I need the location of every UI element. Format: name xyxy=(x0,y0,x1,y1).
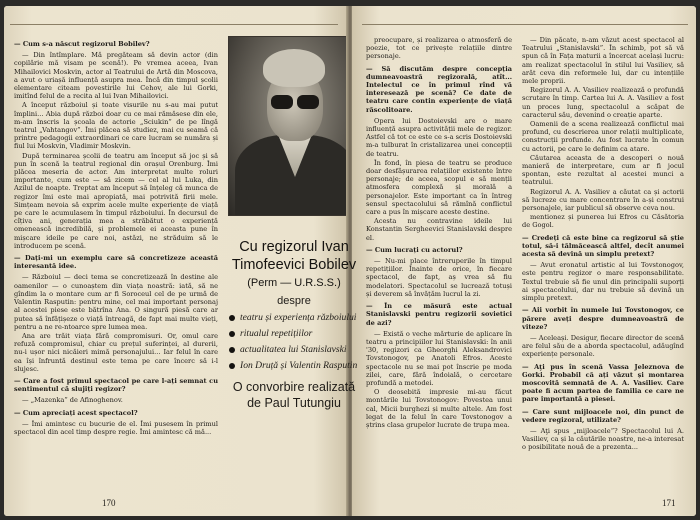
page-number-left: 170 xyxy=(102,498,116,508)
interview-paragraph: Căutarea aceasta de a descoperi o nouă manieră de interpretare, cum ar fi jocul spontan, este rezultat al acestei munci a teatrului. xyxy=(522,153,684,187)
interview-question: — Să discutăm despre concepția dumneavoastră regizorală, atît... Intelectul ce în primul rînd vă interesează pe scenă? Ce date de teatru care contin experiențe de viață răscolitoare. xyxy=(366,64,512,114)
interview-paragraph: mentionez și punerea lui Efros cu Căsătoria de Gogol. xyxy=(522,213,684,230)
page-number-right: 171 xyxy=(662,498,676,508)
interview-question: — Credeți că este bine ca regizorul să știe totul, să-i tălmăcească altfel, decît anumei acesta să devină un simplu pretext? xyxy=(522,233,684,259)
interview-paragraph: O deosebită impresie mi-au făcut montările lui Tovstonogov: Povestea unui cal, Micii burghezi și multe altele. Am fost legat de la felul în care Tovstonogov a ștrins clasa grupelor lucrate de trupa mea. xyxy=(366,388,512,429)
feature-topic: Ion Druță și Valentin Rasputin xyxy=(240,360,362,371)
feature-topic: actualitatea lui Stanislavski xyxy=(240,344,362,355)
interview-question: — Aţi pus în scenă Vassa Jeleznova de Gorki. Probabil că ați văzut și montarea moscovită semnată de A. A. Vasiliev. Care poate fi acum partea de familia ce care ne pare importantă a piesei. xyxy=(522,362,684,404)
interview-paragraph: — Din păcate, n-am văzut acest spectacol al Teatrului „Stanislavski”. În schimb, pot să vă spun că în Fața maturii a încercat același lucru: am realizat spectacolul în stilul lui Vasiliev, să arăt ceva din reformele lui, dar cu intențiile mele proprii. xyxy=(522,36,684,86)
interview-paragraph: În fond, în piesa de teatru se produce doar desfășurarea relațiilor existente între personaje; de aceea, scopul e să menții atmosfera complexă și morală a personajelor. Este important ca în întreg sensul spectacolului să rămînă conflictul care a pus în mișcare aceste destine. xyxy=(366,158,512,217)
interview-paragraph: preocupare, și realizarea o atmosferă de poezie, tot ce privește relațiile dintre personaje. xyxy=(366,36,512,61)
portrait-hair xyxy=(263,49,325,87)
interview-paragraph: — Nu-mi place întreruperile în timpul repetițiilor. Înainte de orice, în fiecare spectacol, de fapt, aș vrea să fiu modelatori. Spectacolul se lucrează totuși și deverem să învățăm lucrul la zi. xyxy=(366,257,512,298)
interview-paragraph: — Îmi amintesc cu bucurie de el. Îmi pusesem în primul spectacol din acel timp despre regie. Îmi amintesc că mă... xyxy=(14,419,218,436)
interview-paragraph: Ana are trăit viața fără compromisuri. Or, omul care refuză compromisul, chiar cu prețul suferinței, al durerii, nu-i ușor nici nicăieri mimă personajului... Iar felul în care ea își înfruntă destinul este tema pe care încerc să i-l slujesc. xyxy=(14,331,218,373)
interview-question: — În ce măsură este actual Stanislavski pentru regizorii sovietici de azi? xyxy=(366,302,512,327)
feature-origin: (Perm — U.R.S.S.) xyxy=(247,277,341,289)
portrait-photo xyxy=(228,36,348,216)
interview-paragraph: Opera lui Dostoievski are o mare influență asupra activității mele de regizor. Astfel că tot ce este ce s-a scris Dostoievski m-a tulburat în cristalizarea unei concepții de teatru. xyxy=(366,116,512,158)
feature-block xyxy=(226,238,362,411)
interview-paragraph: Regizorul A. A. Vasiliev a căutat ca și actorii să lucreze cu mare concentrare în a-și construi personajele, iar publicul să observe ceva nou. xyxy=(522,187,684,213)
interview-paragraph: Oamenii de a scena realizează conflictul mai profund, cu descrierea unor relații multiplicate, construcții profunde. Au fost lucrate în comun cu actorii, pe care le definim ca atare. xyxy=(522,120,684,153)
interview-paragraph: Acesta nu contravine ideile lui Konstantin Sergheevici Stanislavski despre el. xyxy=(366,217,512,242)
interview-question: — Care a fost primul spectacol pe care l-ați semnat cu sentimentul că slujiți regizor? xyxy=(14,376,218,394)
feature-topic: ritualul repetițiilor xyxy=(240,328,362,339)
portrait-glasses-left xyxy=(271,95,293,109)
right-page xyxy=(352,6,696,516)
interview-paragraph: Regizorul A. A. Vasiliev realizează o profundă scrutare în timp. Cartea lui A. A. Vasiliev a fost un proces lung, spectacolul a scăpat de caracterul său, devenind o creație aparte. xyxy=(522,86,684,119)
interview-paragraph: — Războiul — deci tema se concretizează în destine ale oamenilor — o cunoaștem din viața noastră: iată, să ne gîndim la o montare cum ar fi Soroceul cel de pe urmă de Valentin Rasputin: pentru mine, cel mai important personaj al acestei piese este bătrîna Ana. O singură piesă care ar putea să înfățișeze o viață întreagă, de fapt mai multe vieți, pentru a ne re-ntoarce spre lumea mea. xyxy=(14,273,218,331)
right-column-a xyxy=(366,36,512,476)
interview-paragraph: A început războiul și toate visurile nu s-au mai putut împlini... Abia după război doar cu ce mai rămăsese din ele, m-am înscris la școala de actorie „Sciukin” de pe lîngă teatrul „Vahtangov”. Îmi plăcea să studiez, mai cu seamă că printre pedagogii extraordinari ce care lucram se număra și fiul lui Moskvin, Vladimir Moskvin. xyxy=(14,101,218,151)
interview-question: — Dați-mi un exemplu care să concretizeze această interesantă idee. xyxy=(14,254,218,271)
interview-question: — Cum apreciați acest spectacol? xyxy=(14,408,138,417)
interview-question: — Cum s-a născut regizorul Bobilev? xyxy=(14,40,150,48)
right-column-b xyxy=(522,36,684,476)
left-column xyxy=(14,36,218,476)
interview-paragraph: — Avut eronatul artistic al lui Tovstonogov, este pentru regizor o mare responsabilitate. Textul trebuie să fie unul din principalii suporți ai spectacolului, dar nu trebuie să devină un simplu pretext. xyxy=(522,261,684,303)
interview-question: — Care sunt mijloacele noi, din punct de vedere regizoral, utilizate? xyxy=(522,407,684,424)
feature-despre: despre xyxy=(277,295,311,307)
interview-question: — Aii vorbit în numele lui Tovstonogov, ce părere aveți despre dumneavoastră de viteze? xyxy=(522,306,684,331)
interview-paragraph: — Aţi spus „mijloacele”? Spectacolul lui A. Vasiliev, ca și la căutările noastre, ne-a interesat o posibilitate nouă de a prezenta... xyxy=(522,426,684,452)
portrait-glasses-right xyxy=(297,95,319,109)
feature-byline: O convorbire realizată de Paul Tutungiu xyxy=(232,380,356,410)
interview-paragraph: — Aceleași. Desigur, fiecare director de scenă are felul său de a aborda spectacolul, adăugînd experiențe personale. xyxy=(522,333,684,359)
header-rule xyxy=(10,24,338,25)
interview-paragraph: — „Mazenka” de Afinoghenov. xyxy=(22,396,123,405)
interview-paragraph: După terminarea școlii de teatru am început să joc și să pun în scenă la teatrul regional din orașul Orenburg. Îmi plăcea meseria de actor. Am interpretat multe roluri importante, cum este — să zicem — cel al lui Luka, din Azilul de noapte. Treptat am început să înțeleg că munca de regizor îmi este mai apropiată, mai potrivită firii mele. Simțeam nevoia să exprim acele multe experiențe de viață pe care le acumulasem în timpul războiului. În decursul de cîțiva ani, generația mea a străbătut o experiență omenească incredibilă, și problemele ei aceasta pune în mișcare ideile pe care noi, astăzi, ne străduim să le introducem pe scenă. xyxy=(14,151,218,250)
interview-paragraph: — Există o veche mărturie de aplicare în teatru a principiilor lui Stanislavski: în anii '30, regizori ca Gheorghi Aleksandrovici Tovstonogov, pe Anatoli Efros. Aceste spectacole nu se mai pot înscrie pe moda zilei, care, fără îndoială, o cercetare profundă a metodei. xyxy=(366,329,512,387)
header-rule xyxy=(362,24,688,25)
feature-topic: teatru și experiența războiului xyxy=(240,312,362,323)
feature-title: Cu regizorul Ivan Timofeevici Bobilev xyxy=(231,239,357,273)
interview-paragraph: — Din întîmplare. Mă pregăteam să devin actor (din copilărie mă visam pe scenă!). Pe vremea aceea, Ivan Mihailovici Moskvin, actor al Teatrului de Artă din Moscova, a avut o uriașă influență asupra mea. Încă din timpul școlii elementare citeam povestirile lui Cehov, ale lui Gorki, imitînd felul de a recita al lui Ivan Mihailovici. xyxy=(14,51,218,101)
interview-question: — Cum lucrați cu actorul? xyxy=(366,245,463,254)
